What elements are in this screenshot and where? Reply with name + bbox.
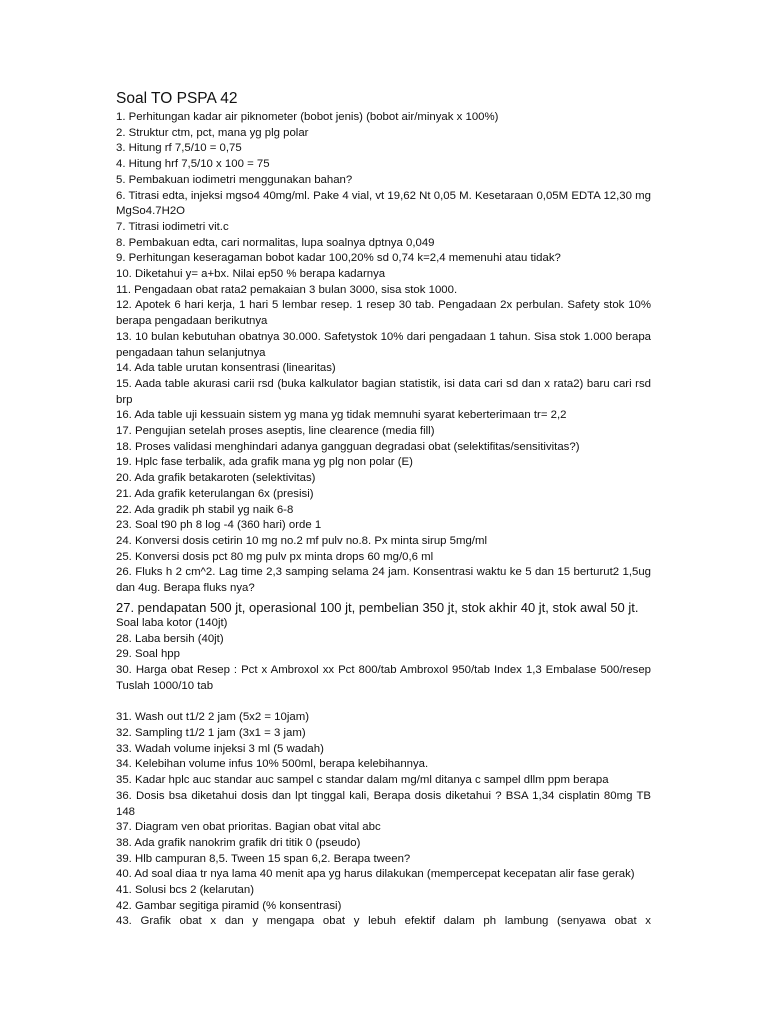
- question-line: 28. Laba bersih (40jt): [116, 632, 224, 645]
- question-line: 3. Hitung rf 7,5/10 = 0,75: [116, 142, 242, 155]
- document-page: [116, 89, 651, 930]
- question-list: [116, 110, 651, 930]
- question-line: 6. Titrasi edta, injeksi mgso4 40mg/ml. Pake 4 vial, vt 19,62 Nt 0,05 M. Kesetaraan 0,05M EDTA 12,30 mg MgSo4.7H2O: [116, 189, 651, 218]
- question-line: 25. Konversi dosis pct 80 mg pulv px minta drops 60 mg/0,6 ml: [116, 550, 434, 563]
- question-line: 8. Pembakuan edta, cari normalitas, lupa soalnya dptnya 0,049: [116, 236, 435, 249]
- question-line: 10. Diketahui y= a+bx. Nilai ep50 % berapa kadarnya: [116, 268, 386, 281]
- question-line: 2. Struktur ctm, pct, mana yg plg polar: [116, 126, 309, 139]
- question-line: 29. Soal hpp: [116, 648, 180, 661]
- question-line: 5. Pembakuan iodimetri menggunakan bahan?: [116, 173, 353, 186]
- question-line: 35. Kadar hplc auc standar auc sampel c standar dalam mg/ml ditanya c sampel dllm ppm berapa: [116, 774, 609, 787]
- document-title: Soal TO PSPA 42: [116, 90, 238, 107]
- question-line: 20. Ada grafik betakaroten (selektivitas): [116, 472, 316, 485]
- question-line: 24. Konversi dosis cetirin 10 mg no.2 mf pulv no.8. Px minta sirup 5mg/ml: [116, 534, 487, 547]
- question-line: 36. Dosis bsa diketahui dosis dan lpt tinggal kali, Berapa dosis diketahui ? BSA 1,34 cisplatin 80mg TB 148: [116, 789, 651, 818]
- question-line: 21. Ada grafik keterulangan 6x (presisi): [116, 487, 314, 500]
- question-line: 37. Diagram ven obat prioritas. Bagian obat vital abc: [116, 821, 381, 834]
- question-line: 40. Ad soal diaa tr nya lama 40 menit apa yg harus dilakukan (mempercepat kecepatan alir fase gerak): [116, 868, 635, 881]
- question-line: 12. Apotek 6 hari kerja, 1 hari 5 lembar resep. 1 resep 30 tab. Pengadaan 2x perbulan. Safety stok 10% berapa pengadaan berikutnya: [116, 299, 651, 328]
- question-line: 32. Sampling t1/2 1 jam (3x1 = 3 jam): [116, 727, 306, 740]
- question-line: 27. pendapatan 500 jt, operasional 100 jt, pembelian 350 jt, stok akhir 40 jt, stok awal 50 jt.: [116, 599, 639, 615]
- question-line: 38. Ada grafik nanokrim grafik dri titik 0 (pseudo): [116, 836, 361, 849]
- question-line: 23. Soal t90 ph 8 log -4 (360 hari) orde 1: [116, 519, 322, 532]
- question-line: 39. Hlb campuran 8,5. Tween 15 span 6,2. Berapa tween?: [116, 852, 411, 865]
- question-line: 34. Kelebihan volume infus 10% 500ml, berapa kelebihannya.: [116, 758, 429, 771]
- question-line: 26. Fluks h 2 cm^2. Lag time 2,3 samping selama 24 jam. Konsentrasi waktu ke 5 dan 15 berturut2 1,5ug dan 4ug. Berapa fluks nya?: [116, 566, 651, 595]
- question-line: 22. Ada gradik ph stabil yg naik 6-8: [116, 503, 294, 516]
- question-line: 41. Solusi bcs 2 (kelarutan): [116, 884, 255, 897]
- question-line: 14. Ada table urutan konsentrasi (linearitas): [116, 362, 336, 375]
- question-line: 1. Perhitungan kadar air piknometer (bobot jenis) (bobot air/minyak x 100%): [116, 111, 499, 123]
- question-line: 13. 10 bulan kebutuhan obatnya 30.000. Safetystok 10% dari pengadaan 1 tahun. Sisa stok 1.000 berapa pengadaan tahun selanjutnya: [116, 330, 651, 359]
- question-line: 11. Pengadaan obat rata2 pemakaian 3 bulan 3000, sisa stok 1000.: [116, 283, 458, 296]
- question-line: Soal laba kotor (140jt): [116, 616, 228, 629]
- question-line: 30. Harga obat Resep : Pct x Ambroxol xx Pct 800/tab Ambroxol 950/tab Index 1,3 Embalase 500/resep Tuslah 1000/10 tab: [116, 663, 651, 692]
- question-line: 19. Hplc fase terbalik, ada grafik mana yg plg non polar (E): [116, 456, 413, 469]
- question-line: 7. Titrasi iodimetri vit.c: [116, 220, 229, 233]
- question-line: 9. Perhitungan keseragaman bobot kadar 100,20% sd 0,74 k=2,4 memenuhi atau tidak?: [116, 252, 561, 265]
- question-line: 43. Grafik obat x dan y mengapa obat y lebuh efektif dalam ph lambung (senyawa obat x: [116, 915, 651, 928]
- question-line: 4. Hitung hrf 7,5/10 x 100 = 75: [116, 158, 270, 171]
- question-line: 18. Proses validasi menghindari adanya gangguan degradasi obat (selektifitas/sensitivitas?): [116, 440, 580, 453]
- question-line: 42. Gambar segitiga piramid (% konsentrasi): [116, 899, 342, 912]
- question-line: 15. Aada table akurasi carii rsd (buka kalkulator bagian statistik, isi data cari sd dan x rata2) baru cari rsd brp: [116, 377, 651, 406]
- question-line: 33. Wadah volume injeksi 3 ml (5 wadah): [116, 742, 324, 755]
- question-line: 17. Pengujian setelah proses aseptis, line clearence (media fill): [116, 425, 435, 438]
- question-line: 31. Wash out t1/2 2 jam (5x2 = 10jam): [116, 711, 309, 724]
- question-line: 16. Ada table uji kessuain sistem yg mana yg tidak memnuhi syarat keberterimaan tr= 2,2: [116, 409, 567, 422]
